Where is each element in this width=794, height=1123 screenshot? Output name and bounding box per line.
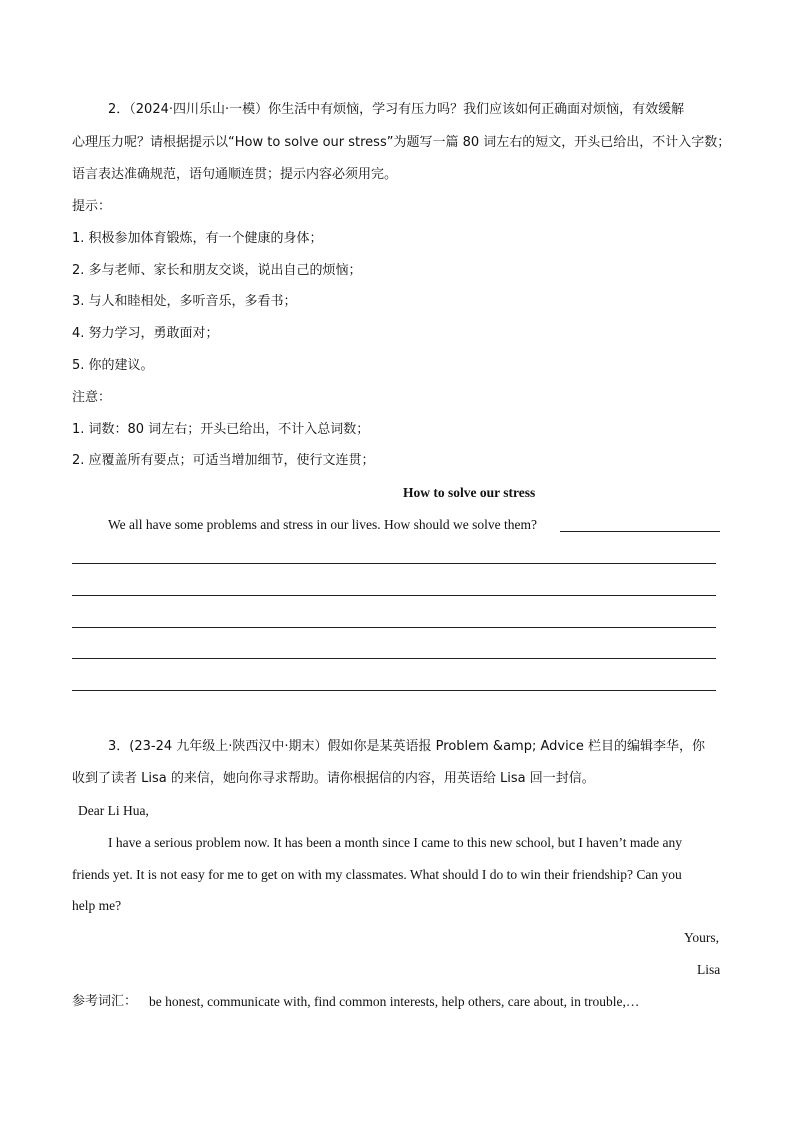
q2-notes-label: 注意： xyxy=(72,390,112,405)
q2-hint-5: 5. 你的建议。 xyxy=(72,358,154,373)
vocab-label: 参考词汇： xyxy=(72,994,138,1009)
q2-hint-1: 1. 积极参加体育锻炼，有一个健康的身体； xyxy=(72,231,323,246)
answer-line xyxy=(560,531,720,532)
q2-hints-label: 提示： xyxy=(72,199,112,214)
q2-hint-4: 4. 努力学习，勇敢面对； xyxy=(72,326,219,341)
letter-line-1: I have a serious problem now. It has been a month since I came to this new school, but I haven’t made any xyxy=(108,835,682,850)
answer-line xyxy=(72,690,716,691)
letter-salutation: Dear Li Hua, xyxy=(78,803,149,818)
q3-intro-line-1: 3．(23-24 九年级上·陕西汉中·期末）假如你是某英语报 Problem &amp; Advice 栏目的编辑李华，你 xyxy=(108,739,705,754)
letter-line-3: help me? xyxy=(72,898,122,913)
q3-intro-line-2: 收到了读者 Lisa 的来信，她向你寻求帮助。请你根据信的内容，用英语给 Lisa 回一封信。 xyxy=(72,771,595,786)
q2-note-2: 2. 应覆盖所有要点；可适当增加细节，使行文连贯； xyxy=(72,453,375,468)
q2-note-1: 1. 词数：80 词左右；开头已给出，不计入总词数； xyxy=(72,422,370,437)
letter-closing: Yours, xyxy=(684,930,720,945)
q2-intro-line-1: 2．（2024·四川乐山·一模）你生活中有烦恼，学习有压力吗？我们应该如何正确面对烦恼，有效缓解 xyxy=(108,102,685,117)
answer-line xyxy=(72,658,716,659)
answer-line xyxy=(72,595,716,596)
letter-line-2: friends yet. It is not easy for me to get on with my classmates. What should I do to win their friendship? Can you xyxy=(72,867,682,882)
vocab-list: be honest, communicate with, find common interests, help others, care about, in trouble,… xyxy=(149,994,640,1009)
q2-intro-line-3: 语言表达准确规范，语句通顺连贯；提示内容必须用完。 xyxy=(72,167,398,182)
q2-opening-sentence: We all have some problems and stress in our lives. How should we solve them? xyxy=(108,517,537,532)
q2-essay-title: How to solve our stress xyxy=(403,485,536,500)
q2-hint-3: 3. 与人和睦相处，多听音乐，多看书； xyxy=(72,294,297,309)
letter-signature: Lisa xyxy=(697,962,721,977)
q2-intro-line-2: 心理压力呢？请根据提示以“How to solve our stress”为题写一篇 80 词左右的短文，开头已给出，不计入字数； xyxy=(72,135,731,150)
q2-hint-2: 2. 多与老师、家长和朋友交谈，说出自己的烦恼； xyxy=(72,263,362,278)
answer-line xyxy=(72,563,716,564)
answer-line xyxy=(72,627,716,628)
